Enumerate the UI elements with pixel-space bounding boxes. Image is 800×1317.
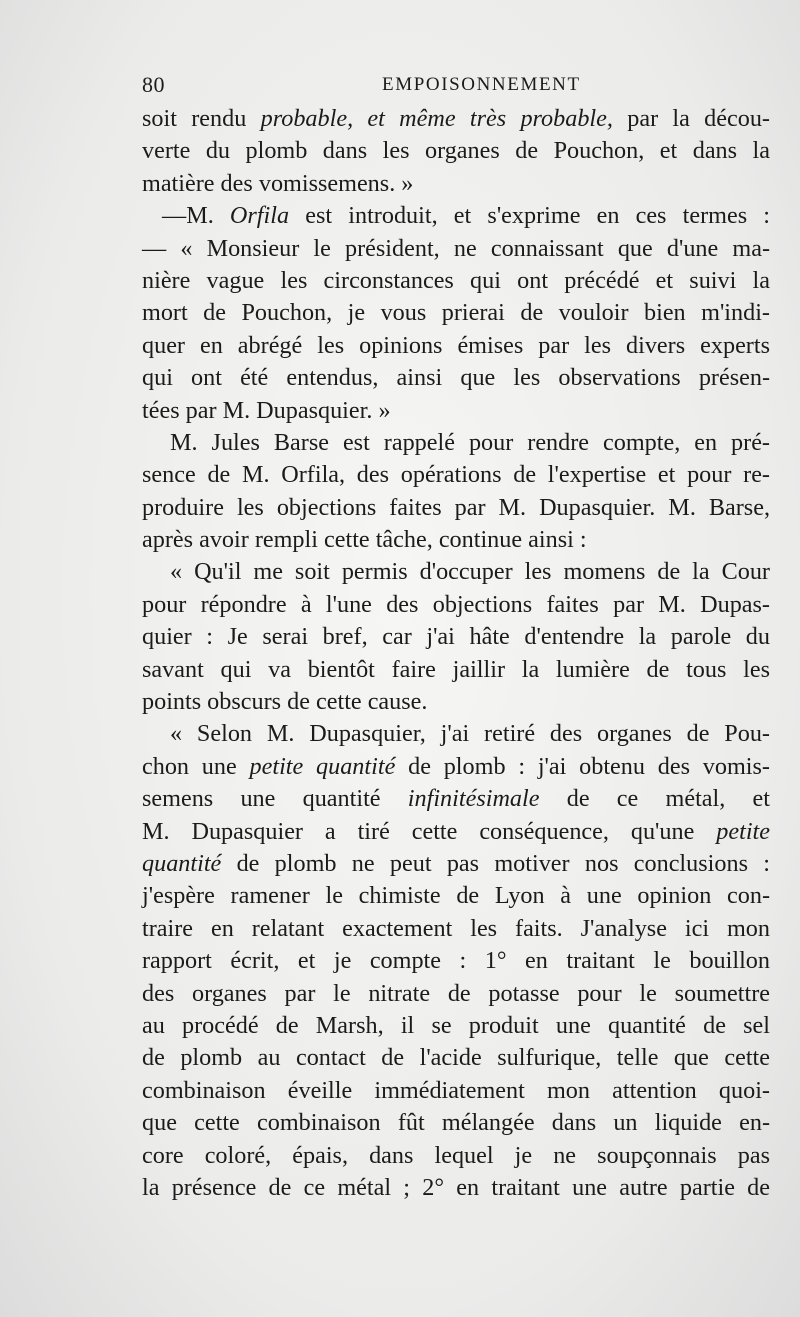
- text-segment: combinaison éveille immédiatement mon attention quoi-: [142, 1076, 770, 1104]
- text-segment: la présence de ce métal ; 2° en traitant une autre partie de: [142, 1173, 770, 1201]
- text-segment: probable, et même très probable,: [260, 105, 613, 132]
- text-segment: —M.: [162, 202, 230, 230]
- text-line: [142, 913, 770, 945]
- text-line: [142, 945, 770, 977]
- text-line: [142, 654, 770, 686]
- body-text: [142, 103, 770, 1204]
- text-segment: Orfila: [229, 202, 290, 230]
- text-segment: rapport écrit, et je compte : 1° en traitant le bouillon: [142, 947, 770, 975]
- text-line: [142, 492, 770, 524]
- text-segment: j'espère ramener le chimiste de Lyon à une opinion con-: [142, 882, 770, 910]
- text-segment: de plomb : j'ai obtenu des vomis-: [395, 752, 770, 780]
- text-segment: qui ont été entendus, ainsi que les observations présen-: [142, 364, 770, 392]
- text-line: [142, 1140, 770, 1172]
- text-segment: — « Monsieur le président, ne connaissant que d'une ma-: [142, 234, 770, 262]
- text-line: [142, 233, 770, 265]
- text-segment: mort de Pouchon, je vous prierai de vouloir bien m'indi-: [142, 299, 770, 327]
- text-line: [142, 103, 770, 135]
- text-line: [142, 1042, 770, 1074]
- text-segment: « Selon M. Dupasquier, j'ai retiré des organes de Pou-: [170, 720, 770, 748]
- text-line: [142, 589, 770, 621]
- text-line: [142, 783, 770, 815]
- text-segment: traire en relatant exactement les faits. J'analyse ici mon: [142, 914, 770, 942]
- text-segment: de plomb ne peut pas motiver nos conclusions :: [221, 849, 770, 877]
- text-segment: petite: [716, 817, 770, 845]
- text-segment: nière vague les circonstances qui ont précédé et suivi la: [142, 266, 770, 294]
- text-segment: soit rendu: [142, 105, 261, 132]
- text-segment: de ce métal, et: [539, 785, 771, 813]
- text-line: [142, 362, 770, 394]
- text-line: [142, 621, 770, 653]
- text-segment: de plomb au contact de l'acide sulfurique, telle que cette: [142, 1044, 770, 1072]
- running-head: EMPOISONNEMENT: [382, 74, 581, 95]
- text-segment: pour répondre à l'une des objections faites par M. Dupas-: [142, 590, 770, 618]
- text-segment: quer en abrégé les opinions émises par les divers experts: [142, 331, 770, 359]
- text-segment: M. Dupasquier a tiré cette conséquence, qu'une: [142, 817, 717, 845]
- text-segment: tées par M. Dupasquier. »: [142, 396, 391, 424]
- text-line: [142, 1075, 770, 1107]
- text-line: [142, 1010, 770, 1042]
- page-header: [142, 72, 772, 102]
- text-segment: M. Jules Barse est rappelé pour rendre compte, en pré-: [170, 428, 770, 456]
- text-segment: des organes par le nitrate de potasse pour le soumettre: [142, 979, 770, 1007]
- text-line: [142, 686, 770, 718]
- text-segment: par la décou-: [612, 105, 770, 132]
- text-segment: après avoir rempli cette tâche, continue ainsi :: [142, 526, 587, 554]
- text-segment: verte du plomb dans les organes de Pouchon, et dans la: [142, 137, 770, 165]
- text-line: [142, 1172, 770, 1204]
- text-segment: savant qui va bientôt faire jaillir la lumière de tous les: [142, 655, 770, 683]
- text-line: [142, 395, 770, 427]
- page-number: 80: [142, 72, 165, 97]
- text-segment: « Qu'il me soit permis d'occuper les momens de la Cour: [170, 558, 770, 586]
- text-line: [142, 135, 770, 167]
- text-line: [142, 718, 770, 750]
- text-line: [142, 330, 770, 362]
- text-segment: petite quantité: [249, 752, 396, 780]
- text-segment: points obscurs de cette cause.: [142, 688, 428, 716]
- text-line: [142, 848, 770, 880]
- text-line: [142, 265, 770, 297]
- text-segment: produire les objections faites par M. Dupasquier. M. Barse,: [142, 493, 770, 521]
- text-segment: au procédé de Marsh, il se produit une quantité de sel: [142, 1011, 770, 1039]
- text-segment: chon une: [142, 752, 250, 780]
- text-segment: sence de M. Orfila, des opérations de l'expertise et pour re-: [142, 461, 770, 489]
- text-line: [142, 297, 770, 329]
- text-segment: matière des vomissemens. »: [142, 169, 414, 197]
- text-line: [142, 524, 770, 556]
- text-segment: core coloré, épais, dans lequel je ne soupçonnais pas: [142, 1141, 770, 1169]
- text-segment: est introduit, et s'exprime en ces termes :: [289, 202, 771, 230]
- text-segment: infinitésimale: [407, 785, 540, 813]
- text-line: [142, 556, 770, 588]
- text-line: [142, 168, 770, 200]
- text-segment: quantité: [142, 849, 222, 877]
- text-segment: semens une quantité: [142, 785, 408, 813]
- text-line: [142, 751, 770, 783]
- text-line: [142, 816, 770, 848]
- text-segment: que cette combinaison fût mélangée dans un liquide en-: [142, 1109, 770, 1137]
- text-line: [142, 427, 770, 459]
- text-line: [142, 459, 770, 491]
- text-segment: quier : Je serai bref, car j'ai hâte d'entendre la parole du: [142, 623, 770, 651]
- text-line: [142, 978, 770, 1010]
- text-line: [142, 1107, 770, 1139]
- text-line: [142, 880, 770, 912]
- text-line: [142, 200, 770, 232]
